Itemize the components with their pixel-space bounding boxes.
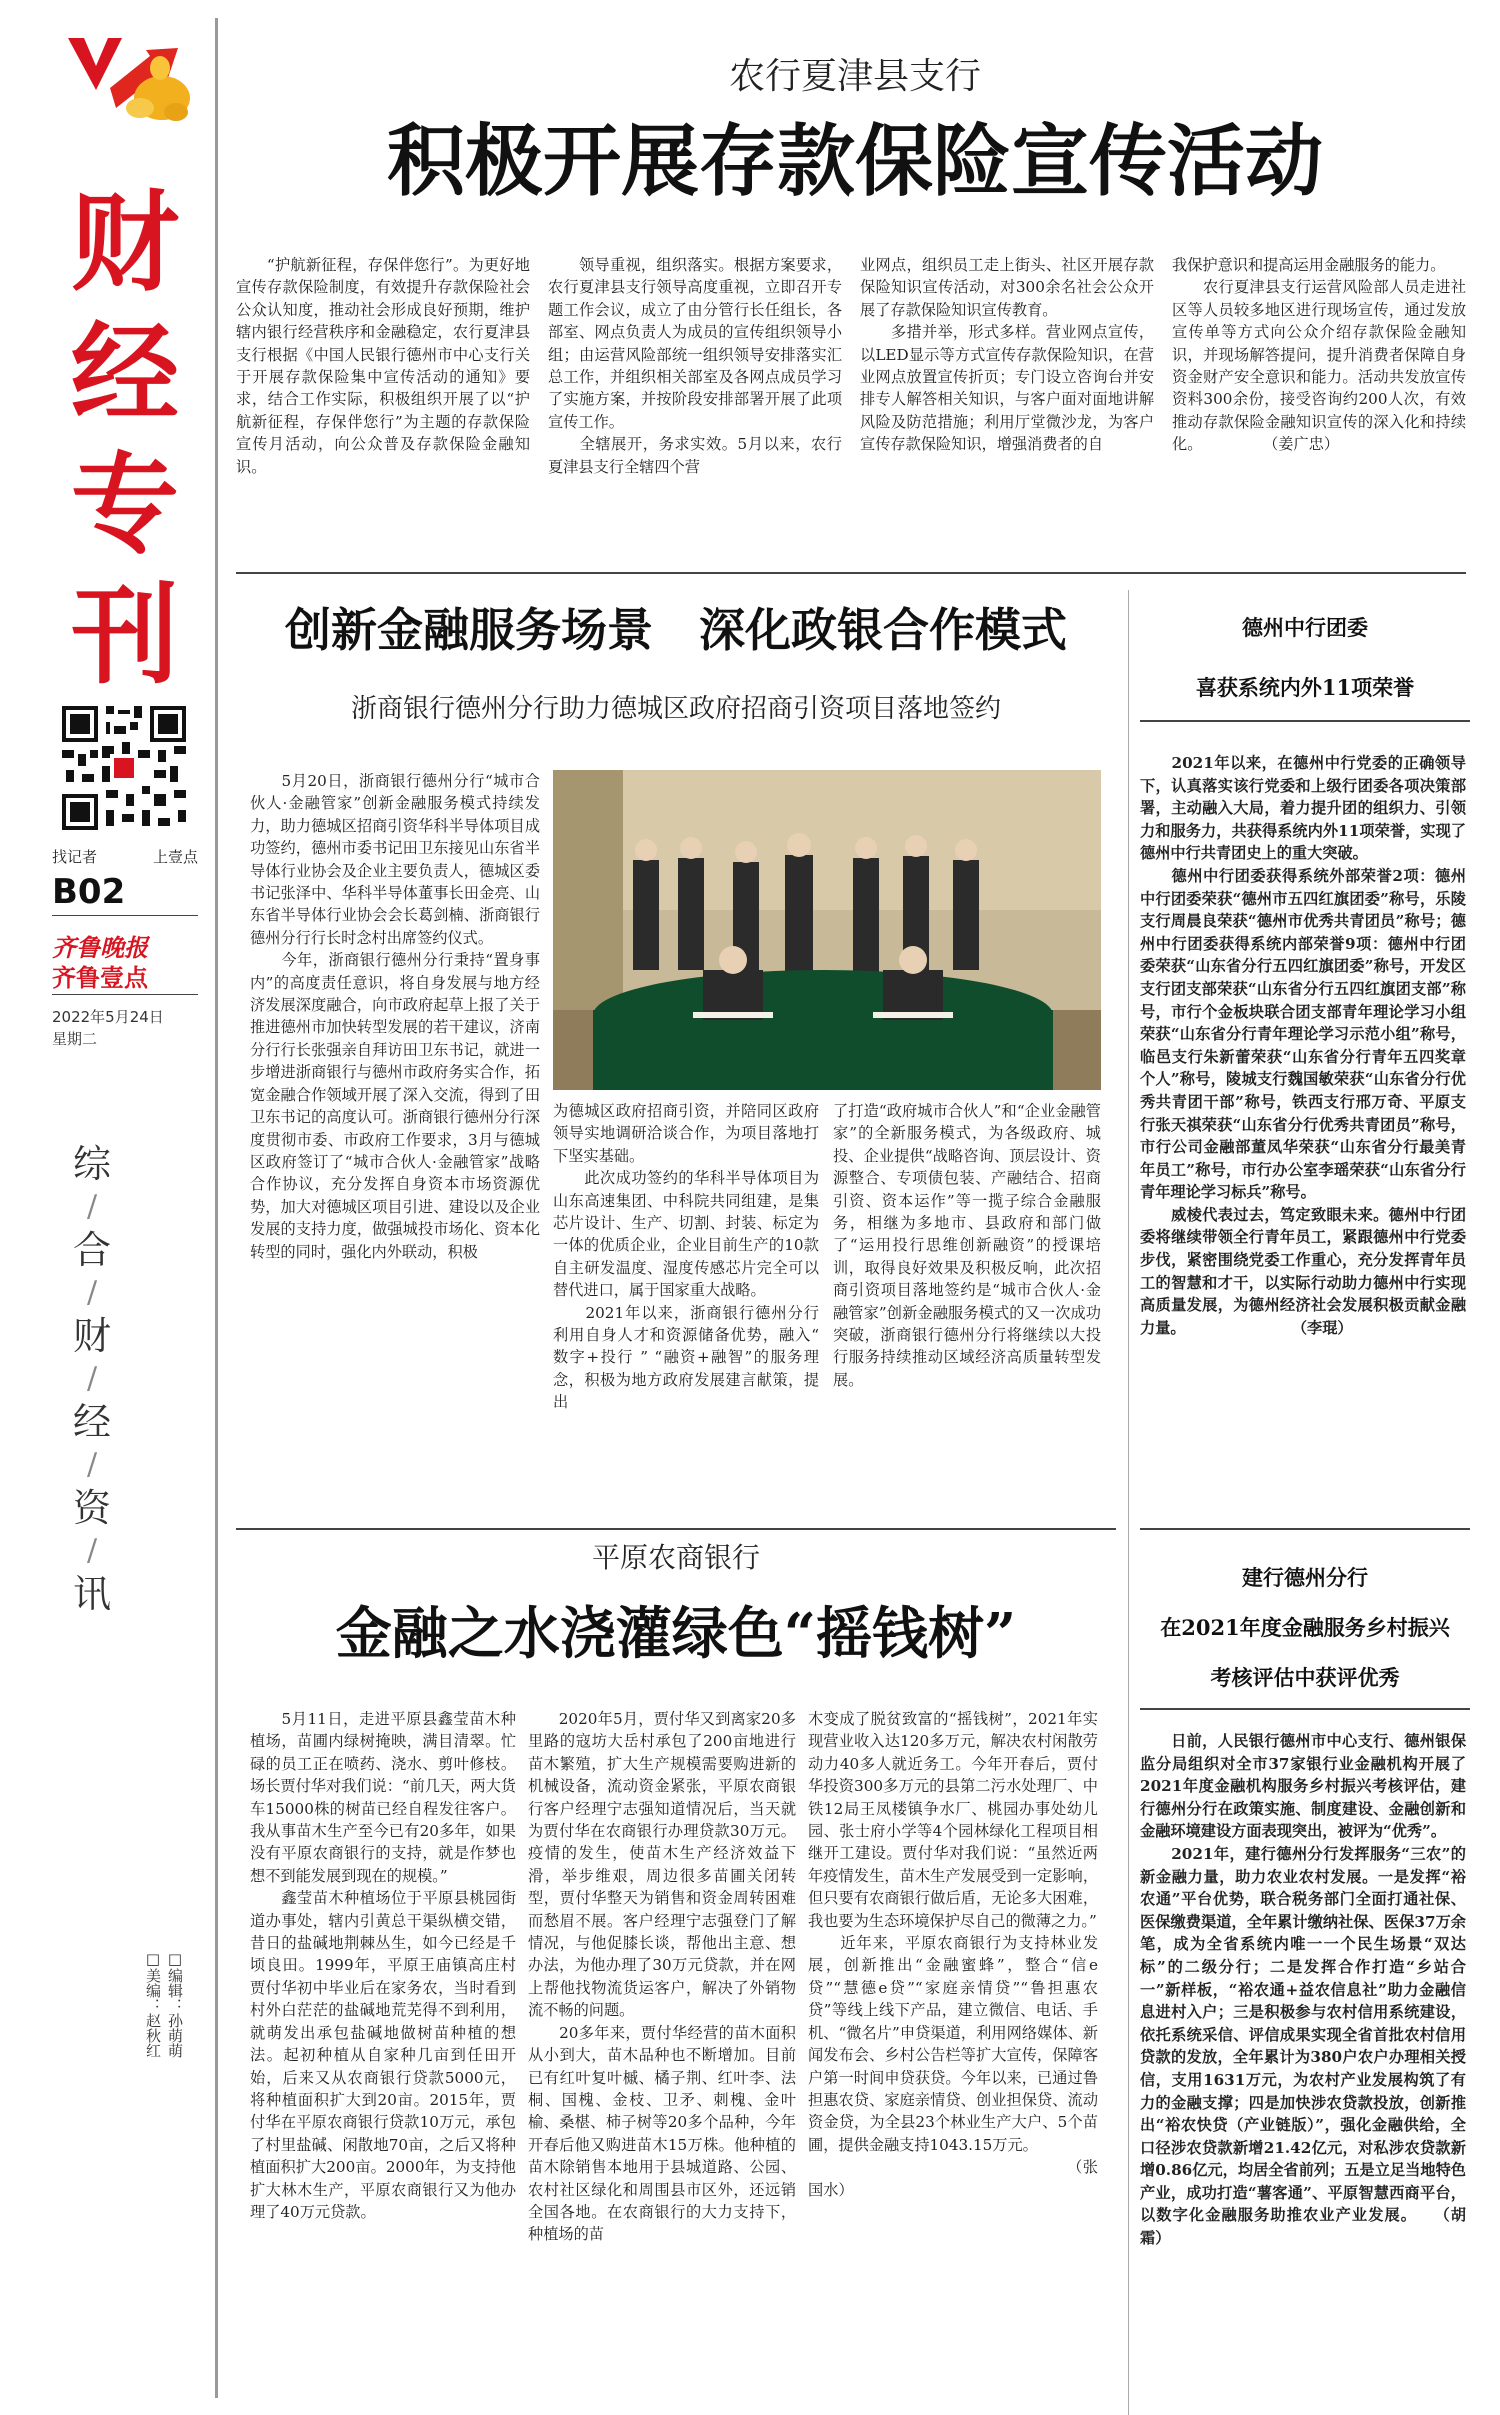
article3-col1: 5月11日，走进平原县鑫莹苗木种植场，苗圃内绿树掩映，满目清翠。忙碌的员工正在喷药、浇水、剪叶修枝。场长贾付华对我们说：“前几天，两大货车15000株的树苗已经自程发往客户。我从事苗木生产至今已有20多年，如果没有平原农商银行的支持，就是作梦也想不到能发展到现在的规模。” 鑫莹苗木种植场位于平原县桃园街道办事处，辖内引黄总干渠纵横交错，昔日的盐碱地荆棘丛生，如今已经是千顷良田。1999年，平原王庙镇高庄村贾付华初中毕业后在家务农，当时看到村外白茫茫的盐碱地荒芜得不到利用，就萌发出承包盐碱地做树苗种植的想法。起初种植从自家种几亩到任田开始，后来又从农商银行贷款5000元，将种植面积扩大到20亩。2015年，贾付华在平原农商银行贷款10万元，承包了村里盐碱、闲散地70亩，之后又将种植面积扩大200亩。2000年，为支持他扩大林木生产，平原农商银行又为他办理了40万元贷款。 <box>250 1710 516 2221</box>
sidebar2-title2: 在2021年度金融服务乡村振兴 <box>1160 1615 1450 1640</box>
category-separator: / <box>86 1361 98 1396</box>
category-separator: / <box>86 1275 98 1310</box>
article1-kicker: 农行夏津县支行 <box>728 56 981 97</box>
page-number: B02 <box>52 872 126 912</box>
divider <box>52 915 198 916</box>
qr-code-icon <box>58 702 190 834</box>
sidebar-rule <box>1128 590 1129 2415</box>
divider <box>1140 1708 1470 1710</box>
category-separator: / <box>86 1533 98 1568</box>
article3-col2: 2020年5月，贾付华又到离家20多里路的寇坊大岳村承包了200亩地进行苗木繁殖，扩大生产规模需要购进新的机械设备，流动资金紧张，平原农商银行客户经理宁志强知道情况后，当天就为贾付华在农商银行办理贷款30万元。疫情的发生，使苗木生产经济效益下滑，举步维艰，周边很多苗圃关闭转型，贾付华整天为销售和资金周转困难而愁眉不展。客户经理宁志强登门了解情况，与他促膝长谈，帮他出主意、想办法，为他办理了30万元贷款，并在网上帮他找物流货运客户，解决了外销物流不畅的问题。 20多年来，贾付华经营的苗木面积从小到大，苗木品种也不断增加。目前已有红叶复叶槭、橘子荆、红叶李、法桐、国槐、金枝、卫矛、刺槐、金叶榆、桑椹、柿子树等20多个品种，今年开春后他又购进苗木15万株。他种植的苗木除销售本地用于县城道路、公园、农村社区绿化和周围县市区外，还远销全国各地。在农商银行的大力支持下，种植场的苗 <box>528 1710 796 2244</box>
article1-col3: 业网点，组织员工走上街头、社区开展存款保险知识宣传活动，对300余名社会公众开展了存款保险知识宣传教育。 多措并举，形式多样。营业网点宣传，以LED显示等方式宣传存款保险知识，在营业网点放置宣传折页；专门设立咨询台并安排专人解答相关知识，与客户面对面地讲解风险及防范措施；利用厅堂微沙龙，为客户宣传存款保险知识，增强消费者的自 <box>860 256 1154 454</box>
signing-photo <box>553 770 1101 1090</box>
qr-caption <box>52 846 198 867</box>
gold-egg-logo-icon <box>50 18 200 138</box>
article2-col1: 5月20日，浙商银行德州分行“城市合伙人·金融管家”创新金融服务模式持续发力，助力德城区招商引资华科半导体项目成功签约，德州市委书记田卫东接见山东省半导体行业协会及企业主要负责人，德城区委书记张泽中、华科半导体董事长田金亮、山东省半导体行业协会会长葛剑楠、浙商银行德州分行行长时念村出席签约仪式。 今年，浙商银行德州分行秉持“置身事内”的高度责任意识，将自身发展与地方经济发展深度融合，向市政府起草上报了关于推进德州市加快转型发展的若干建议，济南分行行长张强亲自拜访田卫东书记，就进一步增进浙商银行与德州市政府务实合作，拓宽金融合作领域开展了深入交流，得到了田卫东书记的高度认可。浙商银行德州分行深度贯彻市委、市政府工作要求，3月与德城区政府签订了“城市合伙人·金融管家”战略合作协议，充分发挥自身资本市场资源优势，加大对德城区项目引进、建设以及企业发展的支持力度，做强城投市场化、资本化转型的同时，强化内外联动，积极 <box>250 772 540 1261</box>
sidebar1-title2: 喜获系统内外11项荣誉 <box>1195 675 1415 700</box>
editor-credit: □美编：赵秋红 <box>144 1950 162 2058</box>
sidebar2-body: 日前，人民银行德州市中心支行、德州银保监分局组织对全市37家银行业金融机构开展了2021年度金融机构服务乡村振兴考核评估，建行德州分行在政策实施、制度建设、金融创新和金融环境建设方面表现突出，被评为“优秀”。 2021年，建行德州分行发挥服务“三农”的新金融力量，助力农业农村发展。一是发挥“裕农通”平台优势，联合税务部门全面打通社保、医保缴费渠道，全年累计缴纳社保、医保37万余笔，成为全省系统内唯一一个民生场景“双达标”的二级分行；二是发挥合作打造“乡站合一”新样板，“裕农通+益农信息社”助力金融信息进村入户；三是积极参与农村信用系统建设，依托系统采信、评信成果实现全省首批农村信用贷款的发放，全年累计为380户农户办理相关授信，支用1631万元，为农村产业发展构筑了有力的金融支撑；四是加快涉农贷款投放，创新推出“裕农快贷（产业链版）”，强化金融供给，全口径涉农贷款新增21.42亿元，对私涉农贷款新增0.86亿元，均居全省前列；五是立足当地特色产业，成功打造“薯客通”、平原智慧西商平台，以数字化金融服务助推农业产业发展。 （胡霜） <box>1140 1732 1466 2248</box>
issue-date: 2022年5月24日 <box>52 1008 164 1026</box>
signing-ceremony-photo-icon <box>553 770 1101 1090</box>
paper-name: 齐鲁晚报 <box>52 933 148 962</box>
article2-col2: 为德城区政府招商引资，并陪同区政府领导实地调研洽谈合作，为项目落地打下坚实基础。 此次成功签约的华科半导体项目为山东高速集团、中科院共同组建，是集芯片设计、生产、切割、封装、标定为一体的优质企业，企业目前生产的10款自主研发温度、湿度传感芯片完全可以替代进口，属于国家重大战略。 2021年以来，浙商银行德州分行利用自身人才和资源储备优势，融入“ 数字+投行 ” “融资+融智”的服务理念，积极为地方政府发展建言献策，提出 <box>553 1102 819 1412</box>
category-char: 资 <box>72 1486 111 1530</box>
qr-caption-left: 找记者 <box>52 848 98 866</box>
left-column-rule <box>215 18 218 2398</box>
section-divider <box>236 572 1466 574</box>
qr-code[interactable] <box>58 702 190 834</box>
article1-col4: 我保护意识和提高运用金融服务的能力。 农行夏津县支行运营风险部人员走进社区等人员较多地区进行现场宣传，通过发放宣传单等方式向公众介绍存款保险金融知识，并现场解答提问，提升消费者保障自身资金财产安全意识和能力。活动共发放宣传资料300余份，接受咨询约200人次，有效推动存款保险金融知识宣传的深入化和持续化。 （姜广忠） <box>1172 256 1466 454</box>
divider <box>52 994 198 995</box>
category-char: 综 <box>72 1142 111 1186</box>
sidebar1-body: 2021年以来，在德州中行党委的正确领导下，认真落实该行党委和上级行团委各项决策部署，主动融入大局，着力提升团的组织力、引领力和服务力，共获得系统内外11项荣誉，实现了德州中行共青团史上的重大突破。 德州中行团委获得系统外部荣誉2项：德州中行团委荣获“德州市五四红旗团委”称号，乐陵支行周晨良荣获“德州市优秀共青团员”称号；德州中行团委获得系统内部荣誉9项：德州中行团委荣获“山东省分行五四红旗团委”称号，开发区支行团支部荣获“山东省分行五四红旗团支部”称号，市行个金板块联合团支部青年理论学习小组荣获“山东省分行青年理论学习示范小组”称号，临邑支行朱新蕾荣获“山东省分行青年五四奖章个人”称号，陵城支行魏国敏荣获“山东省分行优秀共青团干部”称号，铁西支行邢万奇、平原支行张天祺荣获“山东省分行优秀共青团员”称号，市行公司金融部董凤华荣获“山东省分行最美青年员工”称号，市行办公室李瑶荣获“山东省分行青年理论学习标兵”称号。 威棱代表过去，笃定致眼未来。德州中行团委将继续带领全行青年员工，紧跟德州中行党委步伐，紧密围绕党委工作重心，充分发挥青年员工的智慧和才干，以实际行动助力德州中行实现高质量发展，为德州经济社会发展积极贡献金融力量。 （李琨） <box>1140 754 1466 1337</box>
sidebar1-title1: 德州中行团委 <box>1242 615 1368 640</box>
editor-credit: □编辑：孙萌萌 <box>166 1950 184 2058</box>
category-char: 合 <box>72 1228 111 1272</box>
category-vertical <box>62 1140 122 1618</box>
section-divider <box>236 1528 1116 1530</box>
article3-headline: 金融之水浇灌绿色“摇钱树” <box>335 1601 1017 1667</box>
article3-col3: 木变成了脱贫致富的“摇钱树”，2021年实现营业收入达120多万元，解决农村闲散劳动力40多人就近务工。今年开春后，贾付华投资300多万元的县第二污水处理厂、中铁12局王凤楼镇争水厂、桃园办事处幼儿园、张士府小学等4个园林绿化工程项目相继开工建设。贾付华对我们说：“虽然近两年疫情发生，苗木生产发展受到一定影响，但只要有农商银行做后盾，无论多大困难，我也要为生态环境保护尽自己的微薄之力。” 近年来，平原农商银行为支持林业发展，创新推出“金融蜜蜂”，整合“信e贷”“慧德e贷”“家庭亲情贷”“鲁担惠农贷”等线上线下产品，建立微信、电话、手机、“微名片”申贷渠道，利用网络媒体、新闻发布会、乡村公告栏等扩大宣传，保障客户第一时间申贷获贷。今年以来，已通过鲁担惠农贷、家庭亲情贷、创业担保贷、流动资金贷，为全县23个林业生产大户、5个苗圃，提供金融支持1043.15万元。 （张国水） <box>808 1710 1098 2199</box>
category-separator: / <box>86 1189 98 1224</box>
article2-subhead: 浙商银行德州分行助力德城区政府招商引资项目落地签约 <box>350 694 1001 724</box>
article2-col3: 了打造“政府城市合伙人”和“企业金融管家”的全新服务模式，为各级政府、城投、企业提供“战略咨询、顶层设计、资源整合、专项债包装、产融结合、招商引资、资本运作”等一揽子综合金融服务，相继为多地市、县政府和部门做了“运用投行思维创新融资”的授课培训，取得良好效果及积极反响，此次招商引资项目落地签约是“城市合伙人·金融管家”创新金融服务模式的又一次成功突破，浙商银行德州分行将继续以大投行服务持续推动区域经济高质量转型发展。 <box>833 1102 1101 1389</box>
section-title: 财经专刊 <box>70 181 179 699</box>
category-char: 讯 <box>72 1572 111 1616</box>
sidebar2-title1: 建行德州分行 <box>1242 1565 1368 1590</box>
masthead-logo <box>50 18 200 138</box>
category-separator: / <box>86 1447 98 1482</box>
category-char: 财 <box>72 1314 111 1358</box>
article1-col1: “护航新征程，存保伴您行”。为更好地宣传存款保险制度，有效提升存款保险社会公众认知度，推动社会形成良好预期，维护辖内银行经营秩序和金融稳定，农行夏津县支行根据《中国人民银行德州市中心支行关于开展存款保险集中宣传活动的通知》要求，结合工作实际，积极组织开展了以“护航新征程，存保伴您行”为主题的存款保险宣传月活动，向公众普及存款保险金融知识。 <box>236 256 530 476</box>
qr-caption-right: 上壹点 <box>152 848 198 866</box>
sidebar2-title3: 考核评估中获评优秀 <box>1210 1665 1400 1690</box>
divider <box>1140 720 1470 722</box>
article1-headline: 积极开展存款保险宣传活动 <box>386 116 1323 207</box>
paper-brand: 齐鲁壹点 <box>52 964 148 992</box>
category-char: 经 <box>72 1400 111 1444</box>
article3-kicker: 平原农商银行 <box>591 1541 760 1574</box>
section-divider <box>1140 1528 1470 1530</box>
article1-col2: 领导重视，组织落实。根据方案要求，农行夏津县支行领导高度重视，立即召开专题工作会议，成立了由分管行长任组长，各部室、网点负责人为成员的宣传组织领导小组；由运营风险部统一组织领导安排落实汇总工作，并组织相关部室及各网点成员学习了实施方案，并按阶段安排部署开展了此项宣传工作。 全辖展开，务求实效。5月以来，农行夏津县支行全辖四个营 <box>548 256 842 476</box>
article2-headline: 创新金融服务场景 深化政银合作模式 <box>285 603 1067 657</box>
issue-weekday: 星期二 <box>52 1030 98 1048</box>
